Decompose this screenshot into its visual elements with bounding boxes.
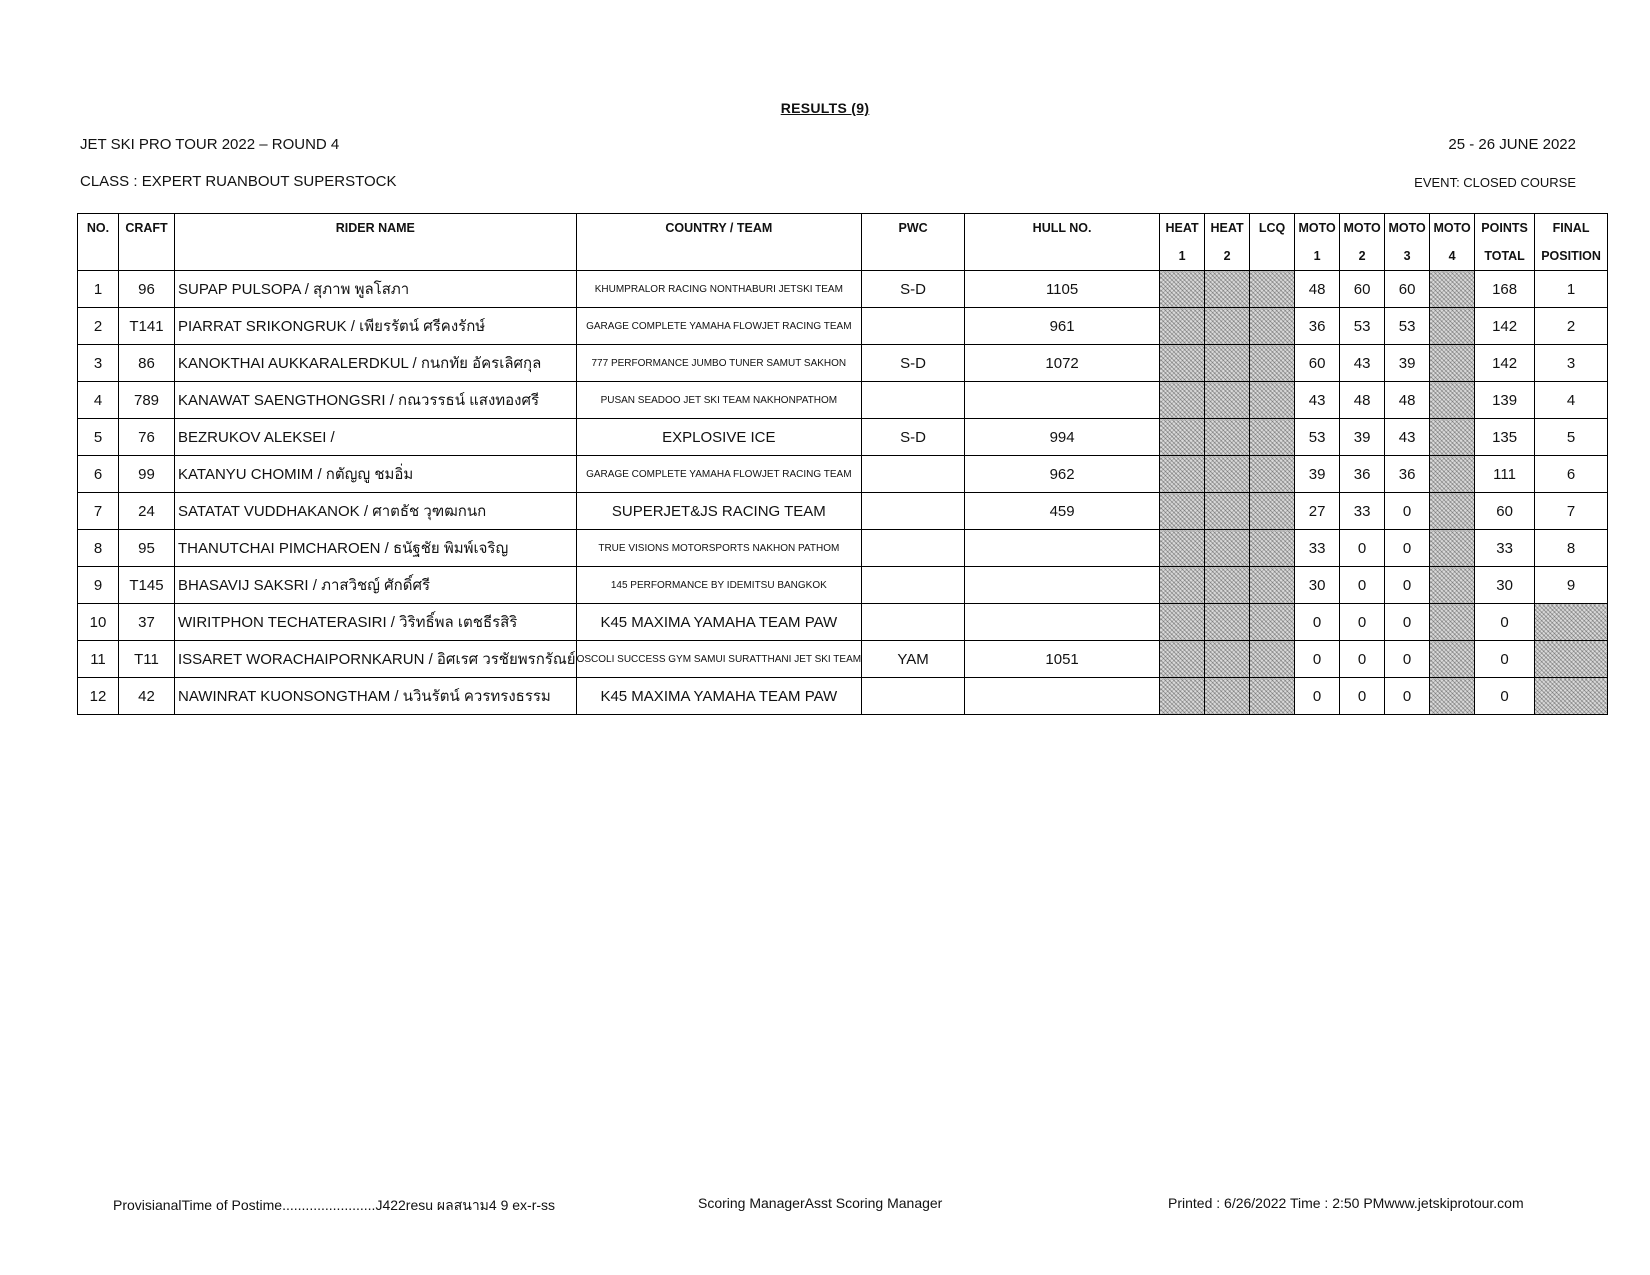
cell-heat2	[1205, 641, 1250, 678]
cell-craft: 789	[119, 382, 175, 419]
cell-heat1	[1160, 567, 1205, 604]
table-row	[78, 308, 1608, 345]
cell-moto3: 48	[1385, 382, 1430, 419]
cell-moto4	[1430, 604, 1475, 641]
footer-left: ProvisianalTime of Postime........................J422resu ผลสนาม4 9 ex-r-ss	[113, 1197, 556, 1213]
cell-heat2	[1205, 493, 1250, 530]
col-team-sub	[576, 242, 862, 271]
table-row	[78, 604, 1608, 641]
cell-no: 11	[78, 641, 119, 678]
cell-rider: PIARRAT SRIKONGRUK / เพียรรัตน์ ศรีคงรักษ์	[175, 308, 577, 345]
cell-team: TRUE VISIONS MOTORSPORTS NAKHON PATHOM	[576, 530, 862, 567]
cell-lcq	[1250, 493, 1295, 530]
cell-pwc: S-D	[862, 419, 965, 456]
cell-heat2	[1205, 345, 1250, 382]
cell-lcq	[1250, 456, 1295, 493]
cell-pwc: S-D	[862, 271, 965, 308]
table-row	[78, 419, 1608, 456]
cell-hull: 962	[965, 456, 1160, 493]
cell-final-position: 9	[1535, 567, 1608, 604]
cell-heat1	[1160, 530, 1205, 567]
cell-hull: 459	[965, 493, 1160, 530]
cell-moto3: 43	[1385, 419, 1430, 456]
col-heat1-sub: 1	[1160, 242, 1205, 271]
col-team: COUNTRY / TEAM	[576, 214, 862, 243]
col-moto3: MOTO	[1385, 214, 1430, 243]
cell-points-total: 168	[1475, 271, 1535, 308]
cell-team: GARAGE COMPLETE YAMAHA FLOWJET RACING TEAM	[576, 308, 862, 345]
footer-right: Printed : 6/26/2022 Time : 2:50 PMwww.jetskiprotour.com	[1168, 1195, 1524, 1211]
cell-final-position: 8	[1535, 530, 1608, 567]
cell-points-total: 0	[1475, 604, 1535, 641]
cell-moto2: 0	[1340, 678, 1385, 715]
cell-points-total: 111	[1475, 456, 1535, 493]
event-name: JET SKI PRO TOUR 2022 – ROUND 4	[80, 136, 340, 153]
cell-moto2: 39	[1340, 419, 1385, 456]
col-heat1: HEAT	[1160, 214, 1205, 243]
cell-moto4	[1430, 567, 1475, 604]
cell-heat1	[1160, 678, 1205, 715]
col-points-sub: TOTAL	[1475, 242, 1535, 271]
cell-rider: SUPAP PULSOPA / สุภาพ พูลโสภา	[175, 271, 577, 308]
col-moto4: MOTO	[1430, 214, 1475, 243]
cell-no: 1	[78, 271, 119, 308]
table-row	[78, 271, 1608, 308]
cell-team: KHUMPRALOR RACING NONTHABURI JETSKI TEAM	[576, 271, 862, 308]
cell-heat2	[1205, 678, 1250, 715]
cell-heat1	[1160, 382, 1205, 419]
cell-rider: KATANYU CHOMIM / กตัญญู ชมอิ่ม	[175, 456, 577, 493]
cell-moto2: 0	[1340, 641, 1385, 678]
cell-rider: SATATAT VUDDHAKANOK / ศาตธัช วุฑฒกนก	[175, 493, 577, 530]
cell-moto2: 0	[1340, 567, 1385, 604]
cell-moto4	[1430, 271, 1475, 308]
cell-moto4	[1430, 419, 1475, 456]
cell-moto1: 39	[1295, 456, 1340, 493]
cell-hull	[965, 604, 1160, 641]
cell-lcq	[1250, 419, 1295, 456]
cell-moto4	[1430, 345, 1475, 382]
col-hull: HULL NO.	[965, 214, 1160, 243]
cell-hull: 1105	[965, 271, 1160, 308]
cell-lcq	[1250, 345, 1295, 382]
cell-no: 6	[78, 456, 119, 493]
cell-lcq	[1250, 604, 1295, 641]
cell-no: 8	[78, 530, 119, 567]
cell-hull: 1072	[965, 345, 1160, 382]
col-rider-sub	[175, 242, 577, 271]
col-lcq: LCQ	[1250, 214, 1295, 243]
cell-lcq	[1250, 308, 1295, 345]
cell-moto4	[1430, 678, 1475, 715]
cell-moto2: 60	[1340, 271, 1385, 308]
results-title: RESULTS (9)	[780, 100, 870, 116]
cell-final-position: 1	[1535, 271, 1608, 308]
cell-heat1	[1160, 641, 1205, 678]
table-row	[78, 641, 1608, 678]
cell-heat2	[1205, 308, 1250, 345]
cell-rider: KANOKTHAI AUKKARALERDKUL / กนกทัย อัครเลิศกุล	[175, 345, 577, 382]
cell-no: 7	[78, 493, 119, 530]
col-craft-sub	[119, 242, 175, 271]
cell-moto4	[1430, 530, 1475, 567]
cell-hull: 994	[965, 419, 1160, 456]
cell-moto3: 0	[1385, 493, 1430, 530]
cell-team: SUPERJET&JS RACING TEAM	[576, 493, 862, 530]
cell-moto3: 0	[1385, 641, 1430, 678]
cell-moto3: 53	[1385, 308, 1430, 345]
cell-team: K45 MAXIMA YAMAHA TEAM PAW	[576, 678, 862, 715]
col-moto4-sub: 4	[1430, 242, 1475, 271]
cell-team: PUSAN SEADOO JET SKI TEAM NAKHONPATHOM	[576, 382, 862, 419]
table-row	[78, 493, 1608, 530]
cell-moto1: 60	[1295, 345, 1340, 382]
cell-no: 12	[78, 678, 119, 715]
cell-no: 10	[78, 604, 119, 641]
cell-heat2	[1205, 456, 1250, 493]
cell-craft: 86	[119, 345, 175, 382]
col-moto2-sub: 2	[1340, 242, 1385, 271]
cell-team: OSCOLI SUCCESS GYM SAMUI SURATTHANI JET SKI TEAM	[576, 641, 862, 678]
cell-moto4	[1430, 641, 1475, 678]
col-rider: RIDER NAME	[175, 214, 577, 243]
cell-moto1: 43	[1295, 382, 1340, 419]
cell-heat1	[1160, 493, 1205, 530]
cell-no: 3	[78, 345, 119, 382]
cell-pwc: S-D	[862, 345, 965, 382]
cell-rider: THANUTCHAI PIMCHAROEN / ธนัฐชัย พิมพ์เจริญ	[175, 530, 577, 567]
cell-pwc	[862, 567, 965, 604]
cell-final-position: 4	[1535, 382, 1608, 419]
cell-pwc	[862, 678, 965, 715]
cell-craft: 42	[119, 678, 175, 715]
cell-points-total: 142	[1475, 308, 1535, 345]
footer-center: Scoring ManagerAsst Scoring Manager	[698, 1195, 943, 1211]
cell-rider: ISSARET WORACHAIPORNKARUN / อิศเรศ วรชัยพรกรัณย์	[175, 641, 577, 678]
cell-lcq	[1250, 382, 1295, 419]
cell-final-position	[1535, 604, 1608, 641]
cell-rider: BEZRUKOV ALEKSEI /	[175, 419, 577, 456]
cell-craft: T11	[119, 641, 175, 678]
col-final-sub: POSITION	[1535, 242, 1608, 271]
cell-pwc	[862, 604, 965, 641]
cell-moto1: 48	[1295, 271, 1340, 308]
cell-craft: T141	[119, 308, 175, 345]
cell-pwc	[862, 382, 965, 419]
cell-heat1	[1160, 456, 1205, 493]
cell-final-position: 2	[1535, 308, 1608, 345]
event-type: EVENT: CLOSED COURSE	[1414, 175, 1576, 190]
col-hull-sub	[965, 242, 1160, 271]
cell-hull: 961	[965, 308, 1160, 345]
cell-points-total: 0	[1475, 678, 1535, 715]
cell-points-total: 0	[1475, 641, 1535, 678]
col-lcq-sub	[1250, 242, 1295, 271]
cell-moto1: 0	[1295, 678, 1340, 715]
cell-points-total: 139	[1475, 382, 1535, 419]
cell-moto3: 60	[1385, 271, 1430, 308]
table-row	[78, 567, 1608, 604]
cell-pwc	[862, 493, 965, 530]
cell-team: 777 PERFORMANCE JUMBO TUNER SAMUT SAKHON	[576, 345, 862, 382]
cell-moto3: 0	[1385, 567, 1430, 604]
cell-team: 145 PERFORMANCE BY IDEMITSU BANGKOK	[576, 567, 862, 604]
class-label: CLASS : EXPERT RUANBOUT SUPERSTOCK	[80, 173, 397, 190]
cell-lcq	[1250, 678, 1295, 715]
cell-moto3: 0	[1385, 678, 1430, 715]
results-table	[77, 213, 1608, 715]
cell-craft: 76	[119, 419, 175, 456]
cell-moto1: 30	[1295, 567, 1340, 604]
cell-heat2	[1205, 419, 1250, 456]
cell-team: EXPLOSIVE ICE	[576, 419, 862, 456]
cell-craft: 24	[119, 493, 175, 530]
cell-moto1: 53	[1295, 419, 1340, 456]
col-no-sub	[78, 242, 119, 271]
cell-hull	[965, 567, 1160, 604]
cell-craft: 95	[119, 530, 175, 567]
cell-heat1	[1160, 345, 1205, 382]
cell-team: K45 MAXIMA YAMAHA TEAM PAW	[576, 604, 862, 641]
cell-hull	[965, 382, 1160, 419]
cell-rider: NAWINRAT KUONSONGTHAM / นวินรัตน์ ควรทรงธรรม	[175, 678, 577, 715]
cell-points-total: 33	[1475, 530, 1535, 567]
cell-final-position: 6	[1535, 456, 1608, 493]
col-craft: CRAFT	[119, 214, 175, 243]
cell-craft: 37	[119, 604, 175, 641]
cell-moto3: 0	[1385, 530, 1430, 567]
cell-lcq	[1250, 271, 1295, 308]
cell-points-total: 142	[1475, 345, 1535, 382]
cell-no: 9	[78, 567, 119, 604]
col-points: POINTS	[1475, 214, 1535, 243]
cell-heat2	[1205, 382, 1250, 419]
table-row	[78, 678, 1608, 715]
table-row	[78, 530, 1608, 567]
cell-final-position	[1535, 641, 1608, 678]
cell-moto3: 39	[1385, 345, 1430, 382]
cell-heat1	[1160, 604, 1205, 641]
cell-moto1: 0	[1295, 641, 1340, 678]
col-moto3-sub: 3	[1385, 242, 1430, 271]
cell-craft: T145	[119, 567, 175, 604]
cell-moto2: 36	[1340, 456, 1385, 493]
cell-pwc	[862, 308, 965, 345]
table-row	[78, 345, 1608, 382]
col-moto1: MOTO	[1295, 214, 1340, 243]
cell-rider: KANAWAT SAENGTHONGSRI / กณวรรธน์ แสงทองศรี	[175, 382, 577, 419]
cell-rider: BHASAVIJ SAKSRI / ภาสวิชญ์ ศักดิ์ศรี	[175, 567, 577, 604]
cell-hull: 1051	[965, 641, 1160, 678]
cell-team: GARAGE COMPLETE YAMAHA FLOWJET RACING TEAM	[576, 456, 862, 493]
cell-heat2	[1205, 530, 1250, 567]
cell-heat2	[1205, 567, 1250, 604]
cell-lcq	[1250, 530, 1295, 567]
cell-heat1	[1160, 419, 1205, 456]
cell-moto2: 0	[1340, 604, 1385, 641]
cell-no: 5	[78, 419, 119, 456]
table-row	[78, 382, 1608, 419]
cell-moto2: 0	[1340, 530, 1385, 567]
cell-moto1: 27	[1295, 493, 1340, 530]
cell-moto1: 0	[1295, 604, 1340, 641]
cell-pwc: YAM	[862, 641, 965, 678]
cell-moto4	[1430, 493, 1475, 530]
cell-points-total: 60	[1475, 493, 1535, 530]
cell-rider: WIRITPHON TECHATERASIRI / วิริทธิ์พล เตชธีรสิริ	[175, 604, 577, 641]
cell-moto4	[1430, 456, 1475, 493]
cell-craft: 99	[119, 456, 175, 493]
col-moto2: MOTO	[1340, 214, 1385, 243]
cell-final-position: 5	[1535, 419, 1608, 456]
cell-hull	[965, 530, 1160, 567]
col-no: NO.	[78, 214, 119, 243]
cell-moto4	[1430, 382, 1475, 419]
col-heat2: HEAT	[1205, 214, 1250, 243]
cell-points-total: 30	[1475, 567, 1535, 604]
cell-moto3: 36	[1385, 456, 1430, 493]
cell-moto2: 43	[1340, 345, 1385, 382]
cell-heat2	[1205, 604, 1250, 641]
table-row	[78, 456, 1608, 493]
col-heat2-sub: 2	[1205, 242, 1250, 271]
cell-no: 4	[78, 382, 119, 419]
event-dates: 25 - 26 JUNE 2022	[1448, 136, 1576, 153]
cell-heat1	[1160, 308, 1205, 345]
cell-points-total: 135	[1475, 419, 1535, 456]
cell-final-position: 3	[1535, 345, 1608, 382]
col-final: FINAL	[1535, 214, 1608, 243]
cell-craft: 96	[119, 271, 175, 308]
cell-moto2: 48	[1340, 382, 1385, 419]
cell-moto1: 36	[1295, 308, 1340, 345]
cell-moto3: 0	[1385, 604, 1430, 641]
cell-heat1	[1160, 271, 1205, 308]
cell-lcq	[1250, 567, 1295, 604]
col-pwc-sub	[862, 242, 965, 271]
cell-no: 2	[78, 308, 119, 345]
cell-pwc	[862, 530, 965, 567]
cell-final-position: 7	[1535, 493, 1608, 530]
cell-heat2	[1205, 271, 1250, 308]
cell-hull	[965, 678, 1160, 715]
col-pwc: PWC	[862, 214, 965, 243]
cell-final-position	[1535, 678, 1608, 715]
cell-pwc	[862, 456, 965, 493]
cell-moto1: 33	[1295, 530, 1340, 567]
cell-lcq	[1250, 641, 1295, 678]
col-moto1-sub: 1	[1295, 242, 1340, 271]
cell-moto2: 33	[1340, 493, 1385, 530]
cell-moto2: 53	[1340, 308, 1385, 345]
cell-moto4	[1430, 308, 1475, 345]
